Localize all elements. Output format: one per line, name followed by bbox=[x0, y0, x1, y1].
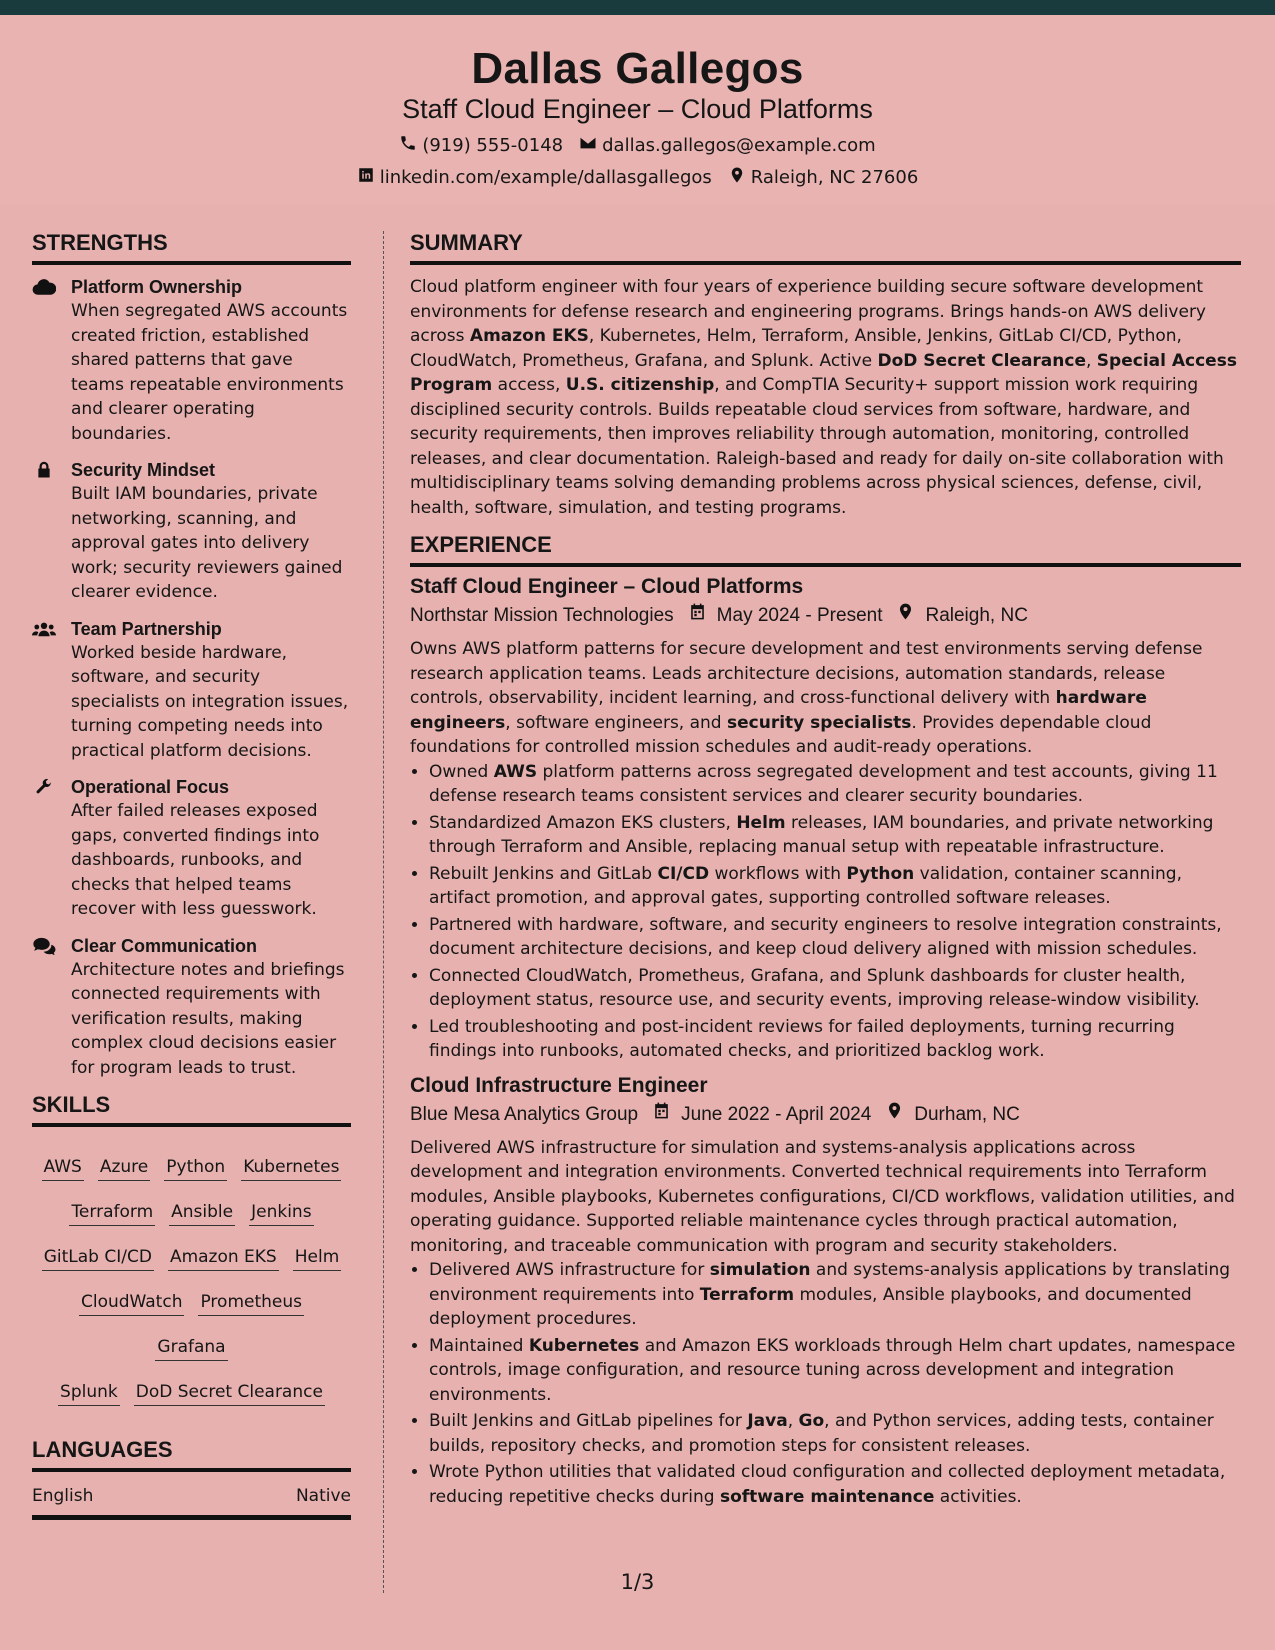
location-contact bbox=[728, 166, 919, 189]
job-bullets bbox=[410, 1258, 1241, 1509]
envelope-icon bbox=[579, 134, 597, 157]
comments-icon bbox=[32, 934, 71, 1081]
skill-tag: DoD Secret Clearance bbox=[134, 1381, 325, 1406]
text-segment: , bbox=[787, 1411, 799, 1431]
text-segment: Led troubleshooting and post-incident reviews for failed deployments, turning recurring findings into runbooks, automated checks, and prioritized backlog work. bbox=[429, 1016, 1175, 1061]
job-description bbox=[410, 1136, 1241, 1259]
linkedin-icon bbox=[357, 166, 375, 189]
emphasis-text: Helm bbox=[736, 812, 786, 833]
text-segment: Cloud platform engineer with four years of experience building secure software development environments for defense research and engineering programs. Brings hands-on AWS delivery across bbox=[410, 277, 1206, 346]
skill-tag: Splunk bbox=[58, 1381, 120, 1406]
strength-body bbox=[71, 458, 351, 605]
emphasis-text: hardware engineers bbox=[410, 688, 1147, 733]
strength-description: Worked beside hardware, software, and security specialists on integration issues, turning competing needs into practical platform decisions. bbox=[71, 642, 349, 761]
text-segment: modules, Ansible playbooks, and documented deployment procedures. bbox=[429, 1284, 1192, 1329]
summary-text bbox=[410, 275, 1241, 520]
strength-body bbox=[71, 617, 351, 764]
skills-row bbox=[32, 1370, 351, 1415]
strengths-heading: STRENGTHS bbox=[32, 230, 351, 265]
strength-body bbox=[71, 934, 351, 1081]
column-divider bbox=[383, 231, 384, 1593]
strength-description: Built IAM boundaries, private networking, scanning, and approval gates into delivery work; security reviewers gained clearer evidence. bbox=[71, 484, 343, 602]
emphasis-text: Go bbox=[798, 1411, 825, 1431]
text-segment: Owns AWS platform patterns for secure development and test environments serving defense research application teams. Leads architecture decisions, automation standards, release controls, observability, incident learning, and cross-functional delivery with bbox=[410, 639, 1203, 708]
text-segment: , and Python services, adding tests, container builds, repository checks, and promotion steps for consistent releases. bbox=[429, 1411, 1214, 1456]
text-segment: access, bbox=[492, 375, 566, 395]
emphasis-text: security specialists bbox=[727, 712, 912, 733]
text-segment: Wrote Python utilities that validated cloud configuration and collected deployment metadata, reducing repetitive checks during bbox=[429, 1462, 1226, 1507]
map-marker-icon bbox=[728, 166, 746, 189]
left-column bbox=[32, 230, 351, 1520]
bullet-item bbox=[429, 1460, 1241, 1509]
strength-item bbox=[32, 458, 351, 605]
contact-row-1 bbox=[0, 134, 1275, 157]
emphasis-text: U.S. citizenship bbox=[565, 375, 715, 395]
map-marker-icon bbox=[882, 601, 925, 631]
emphasis-text: software maintenance bbox=[719, 1486, 935, 1507]
emphasis-text: AWS bbox=[493, 761, 538, 782]
strength-item bbox=[32, 275, 351, 446]
skill-tag: Helm bbox=[293, 1246, 342, 1271]
job-bullets bbox=[410, 760, 1241, 1064]
resume-header bbox=[0, 15, 1275, 204]
linkedin-text: linkedin.com/example/dallasgallegos bbox=[379, 167, 712, 188]
jobs-list bbox=[410, 573, 1241, 1509]
text-segment: , Kubernetes, Helm, Terraform, Ansible, Jenkins, GitLab CI/CD, Python, CloudWatch, Prometheus, Grafana, and Splunk. Active bbox=[410, 326, 1182, 371]
skill-tag: Jenkins bbox=[249, 1201, 313, 1226]
emphasis-text: simulation bbox=[709, 1260, 811, 1280]
strength-title: Security Mindset bbox=[71, 460, 216, 480]
skills-list bbox=[32, 1137, 351, 1415]
bullet-item bbox=[429, 811, 1241, 860]
text-segment: , bbox=[1085, 350, 1097, 371]
strength-description: After failed releases exposed gaps, converted findings into dashboards, runbooks, and checks that helped teams recover with less guesswork. bbox=[71, 801, 320, 919]
text-segment: releases, IAM boundaries, and private networking through Terraform and Ansible, replacing manual setup with repeatable infrastructure. bbox=[429, 812, 1214, 857]
text-segment: Built Jenkins and GitLab pipelines for bbox=[429, 1411, 748, 1431]
text-segment: Connected CloudWatch, Prometheus, Grafana, and Splunk dashboards for cluster health, deployment status, resource use, and security events, improving release-window visibility. bbox=[429, 965, 1200, 1010]
text-segment: platform patterns across segregated development and test accounts, giving 11 defense research teams consistent services and clearer security boundaries. bbox=[429, 761, 1218, 806]
job-company: Northstar Mission Technologies bbox=[410, 605, 674, 626]
email-text: dallas.gallegos@example.com bbox=[602, 135, 876, 156]
skill-tag: Terraform bbox=[69, 1201, 155, 1226]
bullet-item bbox=[429, 913, 1241, 962]
text-segment: validation, container scanning, artifact promotion, and approval gates, supporting controlled software releases. bbox=[429, 863, 1182, 908]
text-segment: activities. bbox=[934, 1486, 1022, 1507]
strength-description: When segregated AWS accounts created friction, established shared patterns that gave teams repeatable environments and clearer operating boundaries. bbox=[71, 301, 348, 444]
bullet-item bbox=[429, 1258, 1241, 1332]
strength-title: Platform Ownership bbox=[71, 277, 243, 297]
calendar-icon bbox=[638, 1100, 681, 1130]
users-icon bbox=[32, 617, 71, 764]
text-segment: Delivered AWS infrastructure for simulation and systems-analysis applications across development and integration environments. Converted technical requirements into Terraform modules, Ansible playbooks, Kubernetes configurations, CI/CD workflows, validation utilities, and operating guidance. Supported reliable maintenance cycles through practical automation, monitoring, and traceable communication with program and security stakeholders. bbox=[410, 1137, 1235, 1256]
email-contact[interactable] bbox=[579, 134, 876, 157]
language-name: English bbox=[32, 1486, 94, 1506]
text-segment: Standardized Amazon EKS clusters, bbox=[429, 812, 737, 833]
strength-item bbox=[32, 617, 351, 764]
top-accent-bar bbox=[0, 0, 1275, 15]
emphasis-text: Special Access Program bbox=[410, 350, 1237, 395]
skill-tag: Prometheus bbox=[198, 1291, 304, 1316]
summary-heading: SUMMARY bbox=[410, 230, 1241, 265]
skill-tag: Kubernetes bbox=[241, 1156, 341, 1181]
skill-tag: Amazon EKS bbox=[168, 1246, 279, 1271]
right-column bbox=[410, 230, 1241, 1517]
contact-row-2 bbox=[0, 166, 1275, 189]
strength-title: Clear Communication bbox=[71, 935, 258, 956]
experience-heading: EXPERIENCE bbox=[410, 532, 1241, 567]
strength-title: Team Partnership bbox=[71, 618, 222, 639]
language-level: Native bbox=[295, 1486, 351, 1506]
job-location: Durham, NC bbox=[914, 1103, 1020, 1125]
emphasis-text: Kubernetes bbox=[528, 1335, 640, 1356]
strength-title: Operational Focus bbox=[71, 777, 230, 797]
bullet-item bbox=[429, 760, 1241, 809]
bullet-item bbox=[429, 1409, 1241, 1458]
text-segment: and Amazon EKS workloads through Helm chart updates, namespace controls, image configuration, and resource tuning across development and integration environments. bbox=[429, 1335, 1236, 1405]
job-title: Staff Cloud Engineer – Cloud Platforms bbox=[410, 575, 804, 598]
location-text: Raleigh, NC 27606 bbox=[750, 167, 919, 188]
languages-list bbox=[32, 1482, 351, 1520]
text-segment: Owned bbox=[429, 761, 494, 782]
emphasis-text: CI/CD bbox=[657, 863, 710, 884]
strength-description: Architecture notes and briefings connected requirements with verification results, making complex cloud decisions easier for program leads to trust. bbox=[71, 959, 345, 1078]
phone-icon bbox=[399, 134, 417, 157]
text-segment: and systems-analysis applications by translating environment requirements into bbox=[429, 1260, 1231, 1305]
skill-tag: GitLab CI/CD bbox=[42, 1246, 154, 1271]
skills-row bbox=[32, 1145, 351, 1190]
strengths-list bbox=[32, 275, 351, 1080]
skill-tag: Grafana bbox=[155, 1336, 227, 1361]
emphasis-text: Amazon EKS bbox=[469, 326, 589, 346]
job-meta bbox=[410, 601, 1241, 631]
skill-tag: CloudWatch bbox=[79, 1291, 185, 1316]
job-dates: May 2024 - Present bbox=[716, 605, 883, 626]
skills-row bbox=[32, 1235, 351, 1280]
skill-tag: AWS bbox=[42, 1156, 84, 1181]
bullet-item bbox=[429, 964, 1241, 1013]
emphasis-text: Python bbox=[846, 863, 915, 884]
skill-tag: Azure bbox=[98, 1156, 150, 1181]
skill-tag: Python bbox=[164, 1156, 227, 1181]
language-row bbox=[32, 1482, 351, 1520]
text-segment: Delivered AWS infrastructure for bbox=[429, 1260, 710, 1280]
candidate-name: Dallas Gallegos bbox=[471, 44, 804, 93]
text-segment: , software engineers, and bbox=[505, 712, 727, 733]
emphasis-text: Java bbox=[747, 1411, 788, 1431]
languages-heading: LANGUAGES bbox=[32, 1437, 351, 1472]
phone-contact[interactable] bbox=[399, 134, 563, 157]
lock-icon bbox=[32, 458, 71, 605]
cloud-icon bbox=[32, 275, 71, 446]
text-segment: workflows with bbox=[709, 863, 847, 884]
bullet-item bbox=[429, 1015, 1241, 1064]
emphasis-text: Terraform bbox=[699, 1284, 795, 1305]
job-dates: June 2022 - April 2024 bbox=[681, 1103, 872, 1125]
skills-heading: SKILLS bbox=[32, 1092, 351, 1127]
emphasis-text: DoD Secret Clearance bbox=[877, 350, 1086, 371]
job-company: Blue Mesa Analytics Group bbox=[410, 1103, 639, 1125]
bullet-item bbox=[429, 862, 1241, 911]
text-segment: . Provides dependable cloud foundations for controlled mission schedules and audit-ready operations. bbox=[410, 712, 1152, 757]
wrench-icon bbox=[32, 775, 71, 922]
job-location: Raleigh, NC bbox=[925, 605, 1028, 626]
page-number: 1/3 bbox=[620, 1570, 655, 1594]
map-marker-icon bbox=[871, 1100, 914, 1130]
skills-row bbox=[32, 1280, 351, 1370]
bullet-item bbox=[429, 1334, 1241, 1408]
linkedin-contact[interactable] bbox=[357, 166, 712, 189]
strength-body bbox=[71, 275, 351, 446]
job-entry bbox=[410, 573, 1241, 1064]
job-meta bbox=[410, 1100, 1241, 1130]
job-title: Cloud Infrastructure Engineer bbox=[410, 1073, 708, 1097]
skills-row bbox=[32, 1190, 351, 1235]
strength-item bbox=[32, 775, 351, 922]
text-segment: Rebuilt Jenkins and GitLab bbox=[429, 863, 658, 884]
calendar-icon bbox=[674, 601, 717, 631]
strength-body bbox=[71, 775, 351, 922]
strength-item bbox=[32, 934, 351, 1081]
candidate-headline: Staff Cloud Engineer – Cloud Platforms bbox=[402, 94, 873, 124]
text-segment: Partnered with hardware, software, and security engineers to resolve integration constraints, document architecture decisions, and keep cloud delivery aligned with mission schedules. bbox=[429, 914, 1222, 959]
job-description bbox=[410, 637, 1241, 760]
job-entry bbox=[410, 1072, 1241, 1510]
text-segment: Maintained bbox=[429, 1335, 529, 1356]
phone-text: (919) 555-0148 bbox=[422, 135, 564, 156]
skill-tag: Ansible bbox=[169, 1201, 235, 1226]
text-segment: , and CompTIA Security+ support mission work requiring disciplined security controls. Builds repeatable cloud services from software, hardware, and security requirements, then improves reliability through automation, monitoring, controlled releases, and clear documentation. Raleigh-based and ready for daily on-site collaboration with multidisciplinary teams solving demanding problems across physical sciences, defense, civil, health, software, simulation, and testing programs. bbox=[410, 375, 1224, 518]
